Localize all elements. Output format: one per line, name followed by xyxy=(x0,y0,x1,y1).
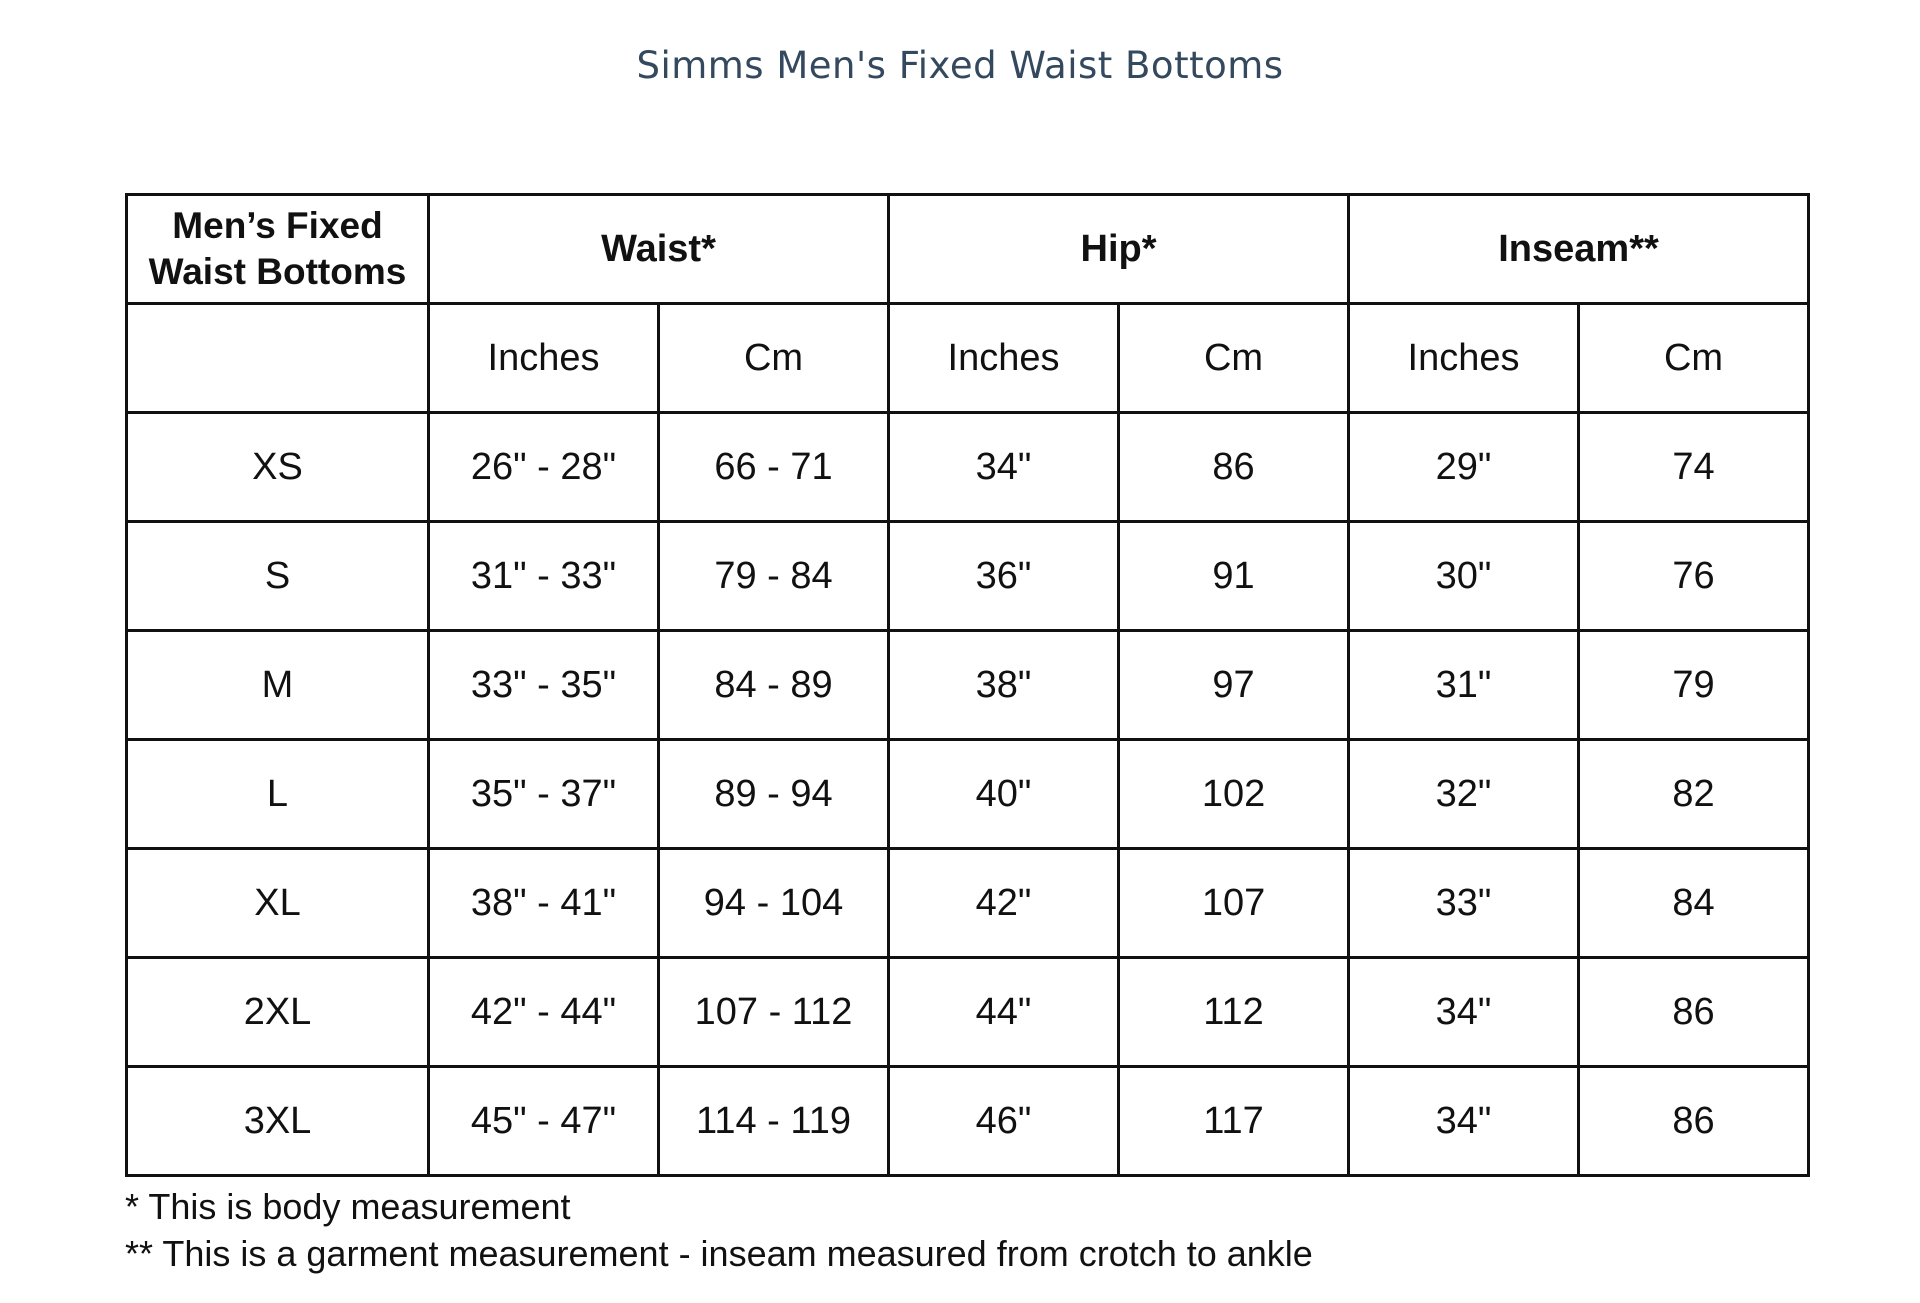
value-cell: 31" xyxy=(1349,631,1579,740)
corner-header xyxy=(127,195,429,304)
value-cell: 114 - 119 xyxy=(659,1067,889,1176)
group-header-waist: Waist* xyxy=(429,195,889,304)
value-cell: 82 xyxy=(1579,740,1809,849)
value-cell: 42" xyxy=(889,849,1119,958)
value-cell: 86 xyxy=(1579,958,1809,1067)
table-row xyxy=(127,740,1809,849)
value-cell: 117 xyxy=(1119,1067,1349,1176)
value-cell: 30" xyxy=(1349,522,1579,631)
value-cell: 32" xyxy=(1349,740,1579,849)
value-cell: 84 xyxy=(1579,849,1809,958)
value-cell: 112 xyxy=(1119,958,1349,1067)
value-cell: 97 xyxy=(1119,631,1349,740)
unit-header-cell: Cm xyxy=(1579,304,1809,413)
unit-header-cell: Inches xyxy=(1349,304,1579,413)
value-cell: 33" xyxy=(1349,849,1579,958)
value-cell: 29" xyxy=(1349,413,1579,522)
size-label-cell: S xyxy=(127,522,429,631)
value-cell: 86 xyxy=(1119,413,1349,522)
size-label-cell: XL xyxy=(127,849,429,958)
value-cell: 31" - 33" xyxy=(429,522,659,631)
value-cell: 79 - 84 xyxy=(659,522,889,631)
table-row xyxy=(127,631,1809,740)
value-cell: 74 xyxy=(1579,413,1809,522)
value-cell: 36" xyxy=(889,522,1119,631)
value-cell: 79 xyxy=(1579,631,1809,740)
value-cell: 33" - 35" xyxy=(429,631,659,740)
value-cell: 40" xyxy=(889,740,1119,849)
value-cell: 66 - 71 xyxy=(659,413,889,522)
value-cell: 34" xyxy=(889,413,1119,522)
value-cell: 38" - 41" xyxy=(429,849,659,958)
value-cell: 45" - 47" xyxy=(429,1067,659,1176)
footnote-garment-measurement: ** This is a garment measurement - inseam measured from crotch to ankle xyxy=(125,1233,1313,1274)
table-row xyxy=(127,958,1809,1067)
size-label-cell: 3XL xyxy=(127,1067,429,1176)
value-cell: 89 - 94 xyxy=(659,740,889,849)
value-cell: 38" xyxy=(889,631,1119,740)
footnote-body-measurement: * This is body measurement xyxy=(125,1186,571,1227)
size-label-cell: L xyxy=(127,740,429,849)
empty-cell xyxy=(127,304,429,413)
group-header-row xyxy=(127,195,1809,304)
value-cell: 102 xyxy=(1119,740,1349,849)
size-label-cell: XS xyxy=(127,413,429,522)
unit-header-cell: Inches xyxy=(889,304,1119,413)
table-row xyxy=(127,1067,1809,1176)
value-cell: 107 - 112 xyxy=(659,958,889,1067)
value-cell: 35" - 37" xyxy=(429,740,659,849)
unit-header-cell: Inches xyxy=(429,304,659,413)
value-cell: 34" xyxy=(1349,1067,1579,1176)
group-header-hip: Hip* xyxy=(889,195,1349,304)
table-row xyxy=(127,413,1809,522)
page-title: Simms Men's Fixed Waist Bottoms xyxy=(636,44,1284,87)
value-cell: 84 - 89 xyxy=(659,631,889,740)
footnotes xyxy=(125,1183,1313,1277)
table-row xyxy=(127,849,1809,958)
value-cell: 26" - 28" xyxy=(429,413,659,522)
unit-header-cell: Cm xyxy=(659,304,889,413)
value-cell: 91 xyxy=(1119,522,1349,631)
size-label-cell: M xyxy=(127,631,429,740)
value-cell: 44" xyxy=(889,958,1119,1067)
group-header-inseam: Inseam** xyxy=(1349,195,1809,304)
value-cell: 46" xyxy=(889,1067,1119,1176)
corner-header-line1: Men’s Fixed xyxy=(172,205,383,246)
value-cell: 34" xyxy=(1349,958,1579,1067)
value-cell: 76 xyxy=(1579,522,1809,631)
table-row xyxy=(127,522,1809,631)
value-cell: 107 xyxy=(1119,849,1349,958)
size-label-cell: 2XL xyxy=(127,958,429,1067)
value-cell: 94 - 104 xyxy=(659,849,889,958)
corner-header-line2: Waist Bottoms xyxy=(148,251,407,292)
value-cell: 42" - 44" xyxy=(429,958,659,1067)
unit-header-row xyxy=(127,304,1809,413)
value-cell: 86 xyxy=(1579,1067,1809,1176)
size-chart-table xyxy=(125,193,1810,1177)
unit-header-cell: Cm xyxy=(1119,304,1349,413)
